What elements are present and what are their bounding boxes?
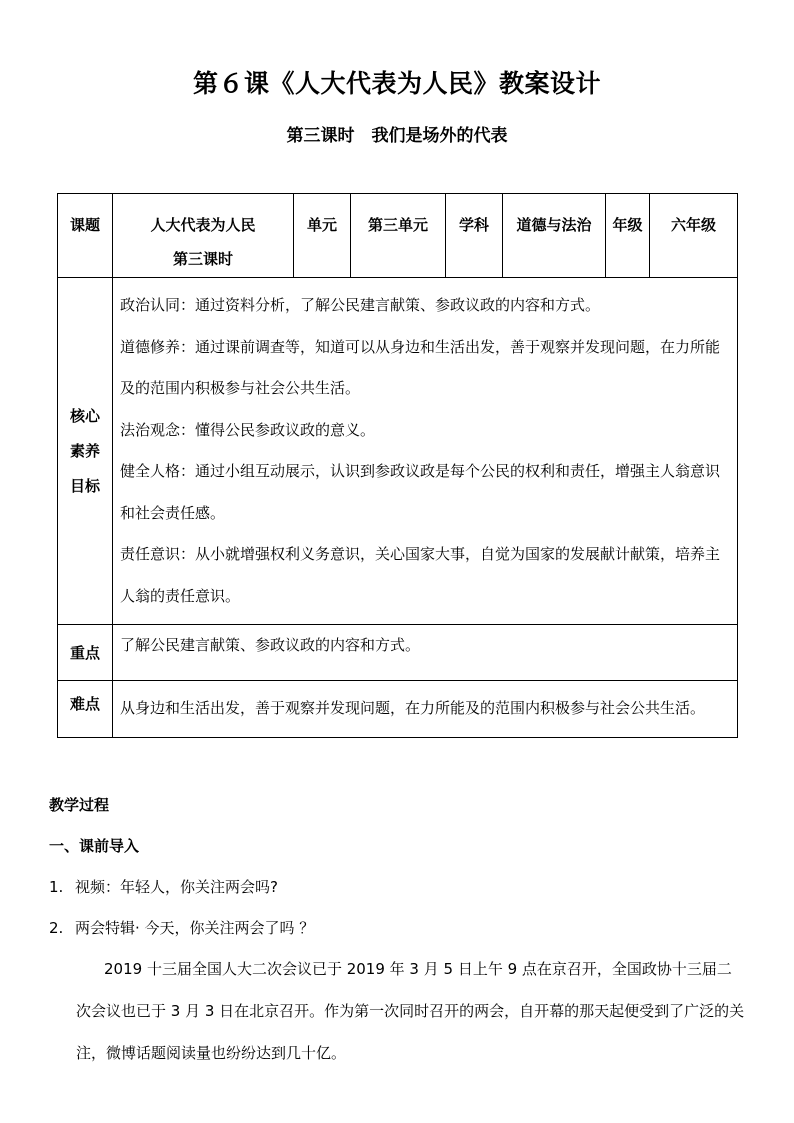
lesson-plan-table [57, 193, 738, 738]
key-point-text: 了解公民建言献策、参政议政的内容和方式。 [113, 625, 738, 681]
list-item [49, 876, 278, 897]
subject-label-cell: 学科 [446, 194, 503, 278]
subject-value-cell: 道德与法治 [503, 194, 606, 278]
document-title: 第６课《人大代表为人民》教案设计 [192, 69, 601, 98]
literacy-label-line: 目标 [69, 476, 100, 495]
list-item-number: 1. [49, 878, 64, 896]
document-subtitle: 第三课时 我们是场外的代表 [286, 126, 508, 146]
section-intro-heading: 一、课前导入 [49, 837, 140, 855]
list-item-number: 2. [49, 919, 64, 937]
grade-label-cell: 年级 [606, 194, 650, 278]
topic-period: 第三课时 [172, 250, 233, 268]
literacy-content-cell [113, 278, 738, 625]
difficulty-row [58, 681, 738, 738]
literacy-label-cell [58, 278, 113, 625]
literacy-row [58, 278, 738, 625]
topic-name: 人大代表为人民 [150, 216, 256, 234]
literacy-paragraph: 法治观念：懂得公民参政议政的意义。 [120, 420, 376, 439]
literacy-label-line: 核心 [69, 406, 100, 425]
info-row [58, 194, 738, 278]
topic-value-cell [113, 194, 294, 278]
intro-paragraph: 2019 十三届全国人大二次会议已于 2019 年 3 月 5 日上午 9 点在京召开，全国政协十三届二次会议也已于 3 月 3 日在北京召开。作为第一次同时召开的两会，自开幕的那天起便受到了广泛的关注，微博话题阅读量也纷纷达到几十亿。 [76, 960, 745, 1062]
list-item-text: 两会特辑· 今天，你关注两会了吗 ？ [75, 919, 315, 937]
topic-label-cell: 课题 [58, 194, 113, 278]
key-point-label: 重点 [58, 625, 113, 681]
unit-label-cell: 单元 [294, 194, 351, 278]
process-heading: 教学过程 [49, 796, 110, 814]
key-point-row [58, 625, 738, 681]
literacy-label-line: 素养 [69, 441, 100, 460]
literacy-paragraph: 责任意识：从小就增强权利义务意识，关心国家大事，自觉为国家的发展献计献策，培养主人翁的责任意识。 [120, 545, 721, 605]
literacy-paragraph: 健全人格：通过小组互动展示，认识到参政议政是每个公民的权利和责任，增强主人翁意识和社会责任感。 [120, 462, 721, 522]
unit-value-cell: 第三单元 [351, 194, 446, 278]
literacy-paragraph: 政治认同：通过资料分析，了解公民建言献策、参政议政的内容和方式。 [120, 296, 601, 314]
difficulty-text: 从身边和生活出发，善于观察并发现问题，在力所能及的范围内积极参与社会公共生活。 [113, 681, 738, 738]
list-item-text: 视频：年轻人，你关注两会吗? [75, 878, 278, 896]
literacy-paragraph: 道德修养：通过课前调查等，知道可以从身边和生活出发，善于观察并发现问题，在力所能及的范围内积极参与社会公共生活。 [120, 337, 721, 397]
list-item [49, 917, 314, 938]
grade-value-cell: 六年级 [650, 194, 738, 278]
difficulty-label: 难点 [58, 681, 113, 738]
